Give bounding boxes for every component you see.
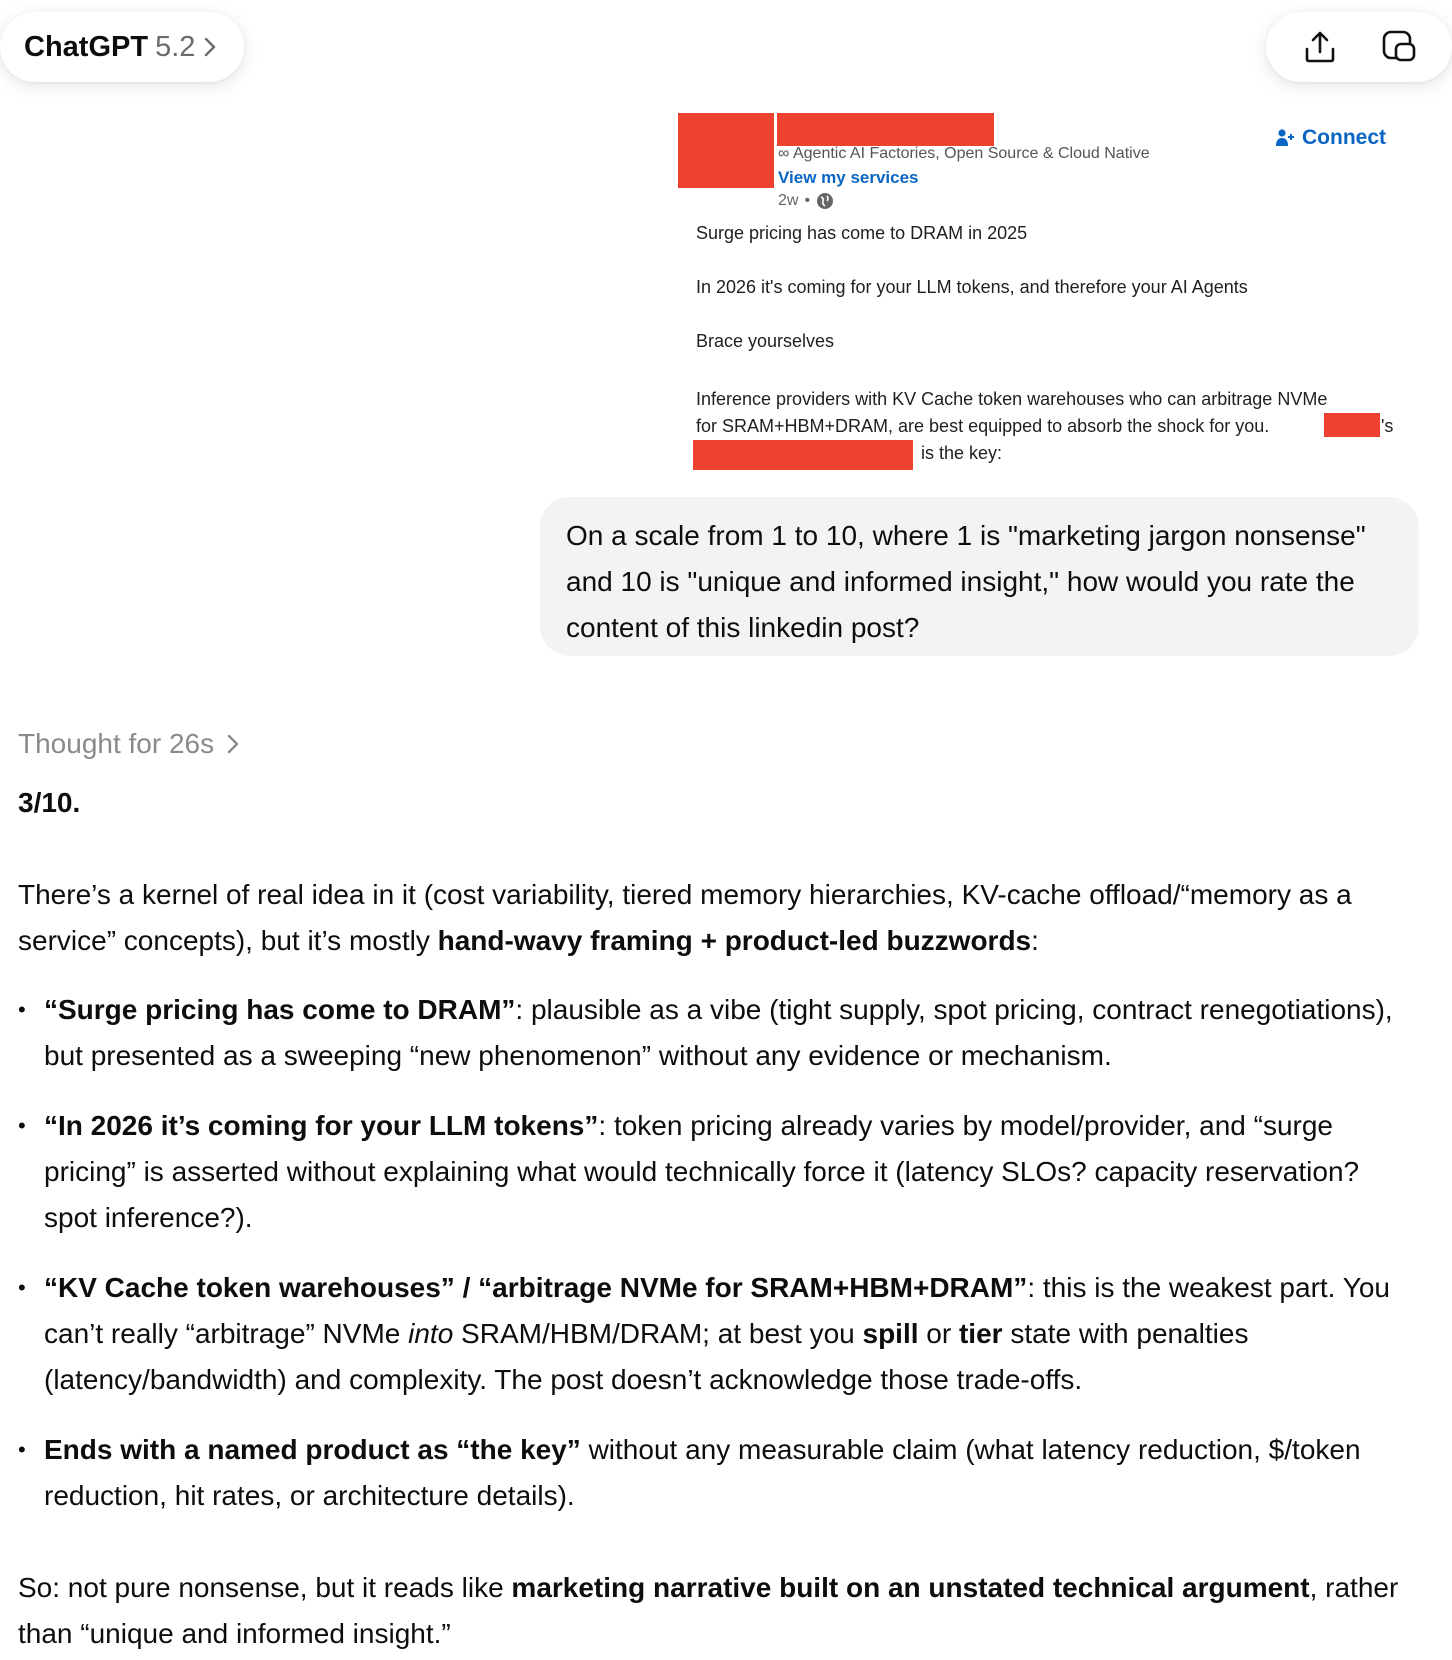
redacted-product [693, 440, 913, 470]
rating-score: 3/10. [18, 787, 81, 818]
redacted-avatar [678, 113, 774, 188]
chevron-right-icon [226, 733, 240, 755]
user-message-text: On a scale from 1 to 10, where 1 is "marketing jargon nonsense" and 10 is "unique and informed insight," how would you rate the content of this linkedin post? [566, 520, 1366, 643]
new-window-icon[interactable] [1375, 23, 1423, 71]
globe-icon [816, 192, 834, 210]
intro-paragraph: There’s a kernel of real idea in it (cost variability, tiered memory hierarchies, KV-cache offload/“memory as a service” concepts), but it’s mostly hand-wavy framing + product-led buzzwords: [18, 879, 1352, 956]
thought-toggle[interactable] [18, 728, 240, 760]
chevron-right-icon [203, 36, 217, 58]
li-line-3: Brace yourselves [696, 331, 835, 351]
assistant-message [18, 780, 1418, 1657]
thought-label: Thought for 26s [18, 728, 215, 759]
li-line-1: Surge pricing has come to DRAM in 2025 [696, 223, 1028, 243]
list-item: • “Surge pricing has come to DRAM”: plausible as a vibe (tight supply, spot pricing, contract renegotiations), but presented as a sweeping “new phenomenon” without any evidence or mechanism. [18, 987, 1418, 1079]
model-name: ChatGPT [24, 30, 149, 63]
li-tagline: ∞ Agentic AI Factories, Open Source & Cloud Native [778, 145, 1150, 162]
critique-list [18, 987, 1418, 1519]
add-person-icon [1276, 128, 1296, 148]
li-line-6: 's [1381, 416, 1394, 436]
share-icon[interactable] [1296, 23, 1344, 71]
li-line-2: In 2026 it's coming for your LLM tokens, and therefore your AI Agents [696, 277, 1248, 297]
li-line-5: for SRAM+HBM+DRAM, are best equipped to absorb the shock for you. [696, 416, 1270, 436]
model-selector[interactable] [0, 12, 244, 82]
redacted-name [777, 113, 994, 146]
li-connect-button[interactable]: Connect [1276, 126, 1386, 150]
attached-image [678, 108, 1418, 478]
li-line-7: is the key: [921, 443, 1003, 463]
li-line-4: Inference providers with KV Cache token warehouses who can arbitrage NVMe [696, 389, 1328, 409]
header-actions [1266, 12, 1452, 82]
li-view-services[interactable]: View my services [778, 168, 919, 187]
list-item: • “In 2026 it’s coming for your LLM tokens”: token pricing already varies by model/provider, and “surge pricing” is asserted without explaining what would technically force it (latency SLOs? capacity reservation? spot inference?). [18, 1103, 1418, 1241]
li-post-time: 2w • [778, 192, 834, 210]
model-version: 5.2 [155, 30, 196, 63]
list-item: • Ends with a named product as “the key” without any measurable claim (what latency reduction, $/token reduction, hit rates, or architecture details). [18, 1427, 1418, 1519]
redacted-company [1324, 413, 1380, 437]
list-item: • “KV Cache token warehouses” / “arbitrage NVMe for SRAM+HBM+DRAM”: this is the weakest part. You can’t really “arbitrage” NVMe into SRAM/HBM/DRAM; at best you spill or tier state with penalties (latency/bandwidth) and complexity. The post doesn’t acknowledge those trade-offs. [18, 1265, 1418, 1403]
user-message [540, 497, 1419, 656]
summary-paragraph: So: not pure nonsense, but it reads like marketing narrative built on an unstated technical argument, rather than “unique and informed insight.” [18, 1572, 1399, 1649]
infinity-icon: ∞ [778, 145, 790, 162]
